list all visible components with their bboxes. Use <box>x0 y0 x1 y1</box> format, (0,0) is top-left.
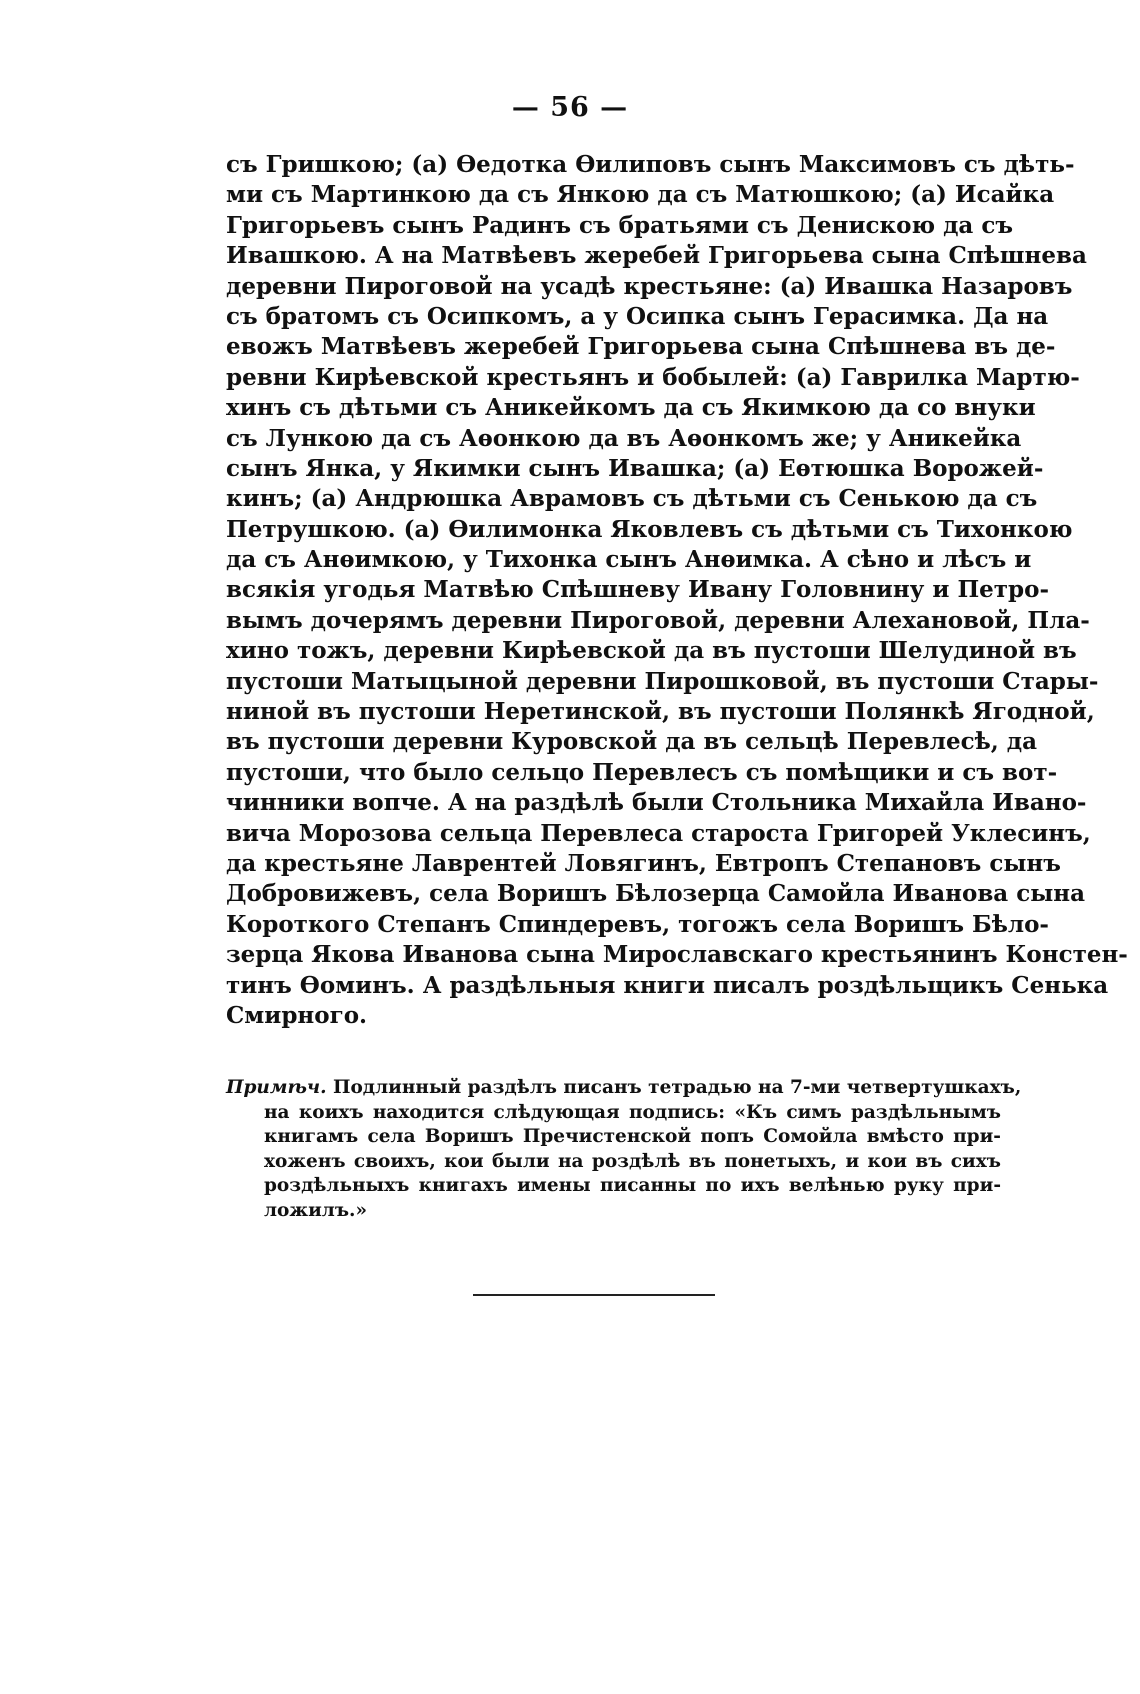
text-line: въ пустоши деревни Куровской да въ сельцѣ Перевлесѣ, да <box>226 728 1038 756</box>
text-line: евожъ Матвѣевъ жеребей Григорьева сына Спѣшнева въ де- <box>226 333 1056 361</box>
text-line: тинъ Ѳоминъ. А раздѣльныя книги писалъ роздѣльщикъ Сенька <box>226 971 1109 999</box>
text-line: да крестьяне Лаврентей Ловягинъ, Евтропъ Степановъ сынъ <box>226 849 1061 877</box>
text-line: вымъ дочерямъ деревни Пироговой, деревни Алехановой, Пла- <box>226 606 1090 634</box>
footnote-text: Подлинный раздѣлъ писанъ тетрадью на 7-ми четвертушкахъ, <box>326 1077 1022 1098</box>
footnote-first-line <box>226 1076 1022 1101</box>
text-line: съ братомъ съ Осипкомъ, а у Осипка сынъ Герасимка. Да на <box>226 302 1049 330</box>
text-line: Добровижевъ, села Воришъ Бѣлозерца Самойла Иванова сына <box>226 880 1086 908</box>
text-line: сынъ Янка, у Якимки сынъ Ивашка; (а) Еѳтюшка Ворожей- <box>226 454 1044 482</box>
text-line: съ Лункою да съ Аѳонкою да въ Аѳонкомъ же; у Аникейка <box>226 424 1022 452</box>
footnote-line: ложилъ.» <box>264 1199 368 1221</box>
footnote <box>226 1076 1022 1223</box>
footnote-line: роздѣльныхъ книгахъ имены писанны по ихъ велѣнью руку при- <box>264 1175 1001 1196</box>
text-line: да съ Анѳимкою, у Тихонка сынъ Анѳимка. А сѣно и лѣсъ и <box>226 546 1032 574</box>
text-line: Григорьевъ сынъ Радинъ съ братьями съ Денискою да съ <box>226 211 1013 239</box>
text-line: Смирного. <box>226 1001 368 1029</box>
text-line: чинники вопче. А на раздѣлѣ были Стольника Михайла Ивано- <box>226 789 1087 817</box>
footnote-label: Примѣч. <box>226 1077 327 1098</box>
text-line: хинъ съ дѣтьми съ Аникейкомъ да съ Якимкою да со внуки <box>226 394 1036 422</box>
end-rule <box>473 1294 715 1296</box>
text-line: хино тожъ, деревни Кирѣевской да въ пустоши Шелудиной въ <box>226 637 1077 665</box>
text-line: вича Морозова сельца Перевлеса староста Григорей Уклесинъ, <box>226 819 1091 847</box>
text-line: деревни Пироговой на усадѣ крестьяне: (а) Ивашка Назаровъ <box>226 272 1073 300</box>
text-line: съ Гришкою; (а) Ѳедотка Ѳилиповъ сынъ Максимовъ съ дѣть- <box>226 151 1075 178</box>
main-text <box>226 150 1128 1031</box>
page-number: — 56 — <box>511 92 629 123</box>
text-line: кинъ; (а) Андрюшка Аврамовъ съ дѣтьми съ Сенькою да съ <box>226 485 1038 513</box>
text-line: Короткого Степанъ Спиндеревъ, тогожъ села Воришъ Бѣло- <box>226 910 1049 938</box>
text-line: пустоши Матыцыной деревни Пирошковой, въ пустоши Стары- <box>226 667 1099 695</box>
text-line: зерца Якова Иванова сына Мирославскаго крестьянинъ Констен- <box>226 941 1128 969</box>
text-line: Петрушкою. (а) Ѳилимонка Яковлевъ съ дѣтьми съ Тихонкою <box>226 515 1073 543</box>
footnote-line: на коихъ находится слѣдующая подпись: «Къ симъ раздѣльнымъ <box>264 1101 1001 1123</box>
text-line: ревни Кирѣевской крестьянъ и бобылей: (а) Гаврилка Мартю- <box>226 363 1080 391</box>
text-line: ми съ Мартинкою да съ Янкою да съ Матюшкою; (а) Исайка <box>226 181 1055 209</box>
text-line: ниной въ пустоши Неретинской, въ пустоши Полянкѣ Ягодной, <box>226 698 1095 726</box>
text-line: всякія угодья Матвѣю Спѣшневу Ивану Головнину и Петро- <box>226 576 1050 604</box>
text-line: Ивашкою. А на Матвѣевъ жеребей Григорьева сына Спѣшнева <box>226 242 1087 270</box>
footnote-line: книгамъ села Воришъ Пречистенской попъ Сомойла вмѣсто при- <box>264 1126 1001 1147</box>
text-line: пустоши, что было сельцо Перевлесъ съ помѣщики и съ вот- <box>226 758 1058 786</box>
footnote-line: хоженъ своихъ, кои были на роздѣлѣ въ понетыхъ, и кои въ сихъ <box>264 1150 1001 1172</box>
